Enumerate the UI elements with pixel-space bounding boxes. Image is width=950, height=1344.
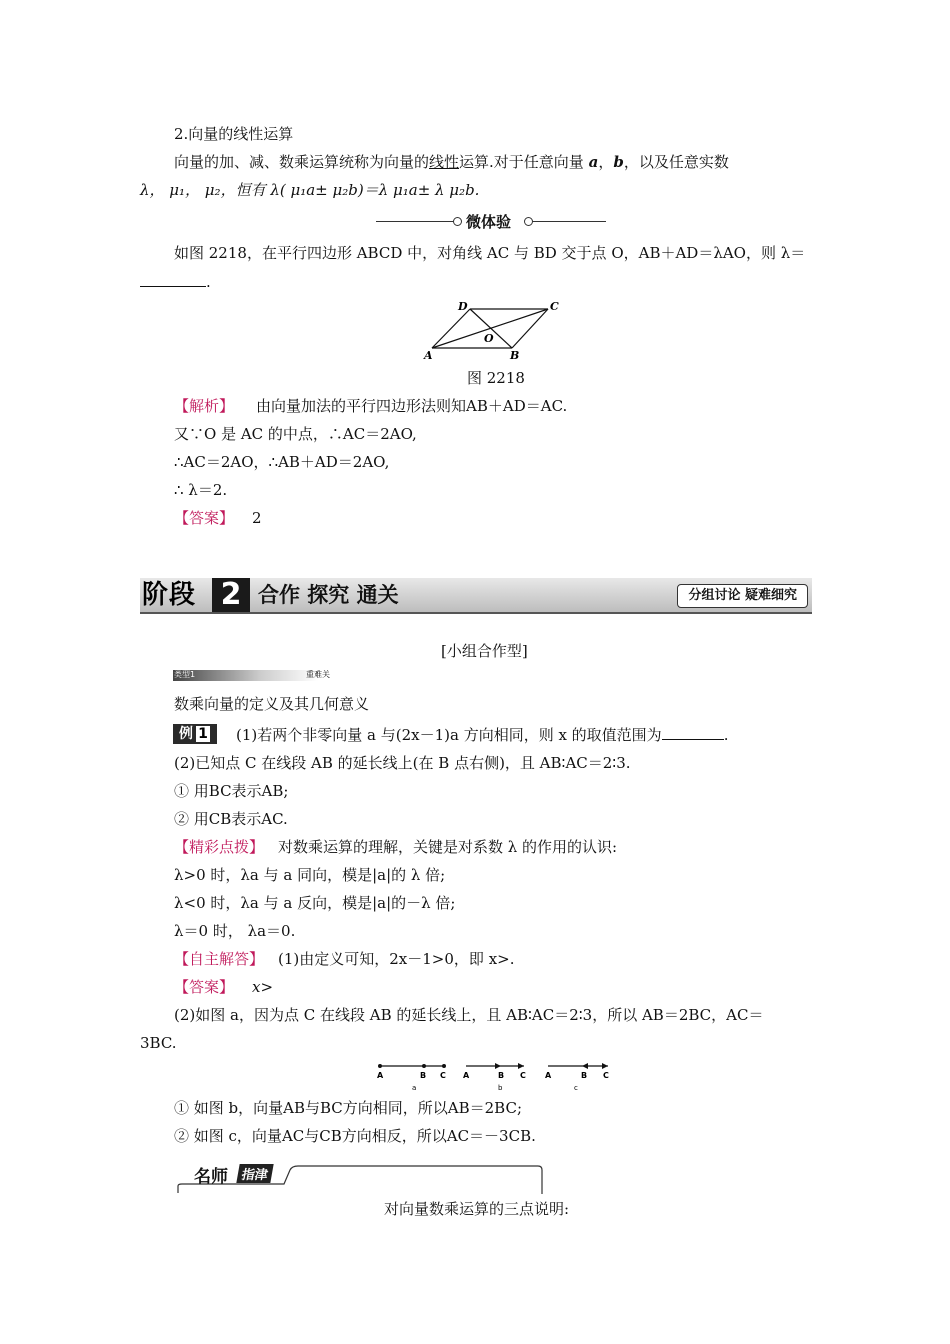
label-b: B: [498, 1071, 505, 1080]
solution-line-4: ∴ λ＝2.: [174, 481, 228, 499]
answer-tag: 【答案】: [174, 509, 235, 527]
analysis-tag: 【解析】: [174, 397, 235, 415]
mingshi-label-highlight: 指津: [236, 1164, 273, 1183]
guide-line: [174, 837, 617, 857]
weitiyan-label: 微体验: [466, 213, 512, 231]
arrow-ab: [495, 1063, 501, 1069]
label-a: A: [424, 349, 433, 362]
weitiyan-divider: [376, 212, 606, 232]
text-fragment: (1)若两个非零向量 a 与(2x－1)a 方向相同，则 x 的取值范围为: [236, 726, 662, 744]
caption-c: c: [574, 1084, 578, 1092]
example-badge: [173, 724, 217, 744]
part2-line-1: (2)如图 a，因为点 C 在线段 AB 的延长线上，且 AB∶AC＝2∶3，所以 AB＝2BC，AC＝: [174, 1006, 764, 1024]
label-a: A: [463, 1071, 470, 1080]
point-b: [422, 1064, 426, 1068]
paragraph-linear-ops: [174, 152, 729, 172]
section-heading: 2.向量的线性运算: [174, 125, 294, 143]
label-c: C: [440, 1071, 446, 1080]
divider-line-left: [376, 221, 454, 222]
period: .: [206, 273, 211, 291]
solution-line-3: ∴AC＝2AO，∴AB＋AD＝2AO,: [174, 453, 390, 471]
label-c: C: [603, 1071, 609, 1080]
solution-line-1: [174, 396, 567, 416]
answer-line-2: [174, 977, 273, 997]
mingshi-outline: [178, 1166, 542, 1194]
point-c: [442, 1064, 446, 1068]
stage-word: 阶段: [142, 580, 197, 610]
mingshi-label: 名师: [194, 1167, 228, 1187]
label-b: B: [581, 1071, 588, 1080]
parallelogram-figure: [420, 296, 570, 364]
arrow-ac: [602, 1063, 608, 1069]
mingshi-box: [176, 1162, 544, 1194]
guide-case-1: λ>0 时，λa 与 a 同向，模是|a|的 λ 倍;: [174, 866, 446, 884]
vector-a: a: [588, 153, 599, 171]
label-b: B: [510, 349, 520, 362]
answer-line: [174, 508, 262, 528]
caption-a: a: [412, 1084, 417, 1092]
solution-line-2: 又∵O 是 AC 的中点，∴AC＝2AO,: [174, 425, 417, 443]
text-fragment: 向量的加、减、数乘运算统称为向量的: [174, 153, 430, 171]
part2-result-2: ② 如图 c，向量AC与CB方向相反，所以AC＝－3CB.: [174, 1127, 536, 1145]
stage-banner: [140, 578, 812, 612]
guide-case-2: λ<0 时，λa 与 a 反向，模是|a|的－λ 倍;: [174, 894, 456, 912]
example-badge-label: 例: [179, 726, 193, 742]
figure-a: [377, 1064, 446, 1092]
caption-b: b: [498, 1084, 503, 1092]
arrow-cb: [582, 1063, 588, 1069]
stage-subtitle-box: 分组讨论 疑难细究: [677, 584, 808, 608]
answer-value: 2: [252, 509, 262, 527]
example-topic: 数乘向量的定义及其几何意义: [174, 695, 370, 713]
divider-line-right: [532, 221, 606, 222]
label-a: A: [545, 1071, 552, 1080]
label-c: C: [550, 300, 559, 313]
paragraph-linear-ops-formula: λ， μ₁， μ₂，恒有 λ( μ₁a± μ₂b)＝λ μ₁a± λ μ₂b.: [140, 181, 480, 199]
text-fragment: (1)由定义可知，2x－1>0，即 x>.: [278, 950, 515, 968]
point-a: [378, 1064, 382, 1068]
self-answer-tag: 【自主解答】: [174, 950, 265, 968]
collinear-figures: [370, 1058, 620, 1094]
underlined-term: 线性: [429, 153, 460, 171]
mingshi-text: 对向量数乘运算的三点说明:: [384, 1200, 570, 1218]
part2-result-1: ① 如图 b，向量AB与BC方向相同，所以AB＝2BC;: [174, 1099, 523, 1117]
text-fragment: 运算.对于任意向量: [459, 153, 589, 171]
blank: [662, 725, 724, 740]
text-fragment: 对数乘运算的理解，关键是对系数 λ 的作用的认识:: [278, 838, 618, 856]
figure-c: [545, 1063, 609, 1092]
mingshi-frame: [176, 1162, 544, 1194]
stage-number: 2: [212, 578, 250, 612]
guide-case-3: λ＝0 时， λa＝0.: [174, 922, 296, 940]
example-question-2-2: ② 用CB表示AC.: [174, 810, 288, 828]
guide-tag: 【精彩点拨】: [174, 838, 265, 856]
example-question-1: [236, 725, 728, 745]
label-c: C: [520, 1071, 526, 1080]
example-question-2: (2)已知点 C 在线段 AB 的延长线上(在 B 点右侧)，且 AB∶AC＝2∶3.: [174, 754, 631, 772]
vector-b: b: [613, 153, 624, 171]
text-fragment: ，: [598, 153, 614, 171]
label-b: B: [420, 1071, 427, 1080]
arrow-bc: [518, 1063, 524, 1069]
figure-b: [463, 1063, 526, 1092]
example-question-2-1: ① 用BC表示AB;: [174, 782, 289, 800]
answer-blank-line: [140, 272, 211, 292]
label-a: A: [377, 1071, 384, 1080]
weitiyan-question: 如图 2218，在平行四边形 ABCD 中，对角线 AC 与 BD 交于点 O，AB＋AD＝λAO，则 λ＝: [174, 244, 806, 262]
text-fragment: ，以及任意实数: [623, 153, 729, 171]
group-type-heading: [小组合作型]: [441, 642, 528, 660]
type-bar-right-label: 重难关: [306, 670, 330, 679]
example-badge-number: 1: [196, 726, 210, 742]
label-o: O: [484, 332, 494, 345]
divider-circle-left: [453, 217, 462, 226]
text-fragment: 由向量加法的平行四边形法则知AB＋AD＝AC.: [256, 397, 568, 415]
period: .: [723, 726, 729, 744]
self-answer-line: [174, 949, 515, 969]
blank: [140, 272, 206, 287]
answer-value: x>: [252, 978, 274, 996]
type-bar-left-label: 类型1: [174, 670, 196, 679]
stage-title: 合作 探究 通关: [258, 583, 399, 607]
figure-caption: 图 2218: [467, 369, 525, 387]
label-d: D: [458, 300, 468, 313]
answer-tag: 【答案】: [174, 978, 235, 996]
part2-line-2: 3BC.: [140, 1034, 177, 1052]
